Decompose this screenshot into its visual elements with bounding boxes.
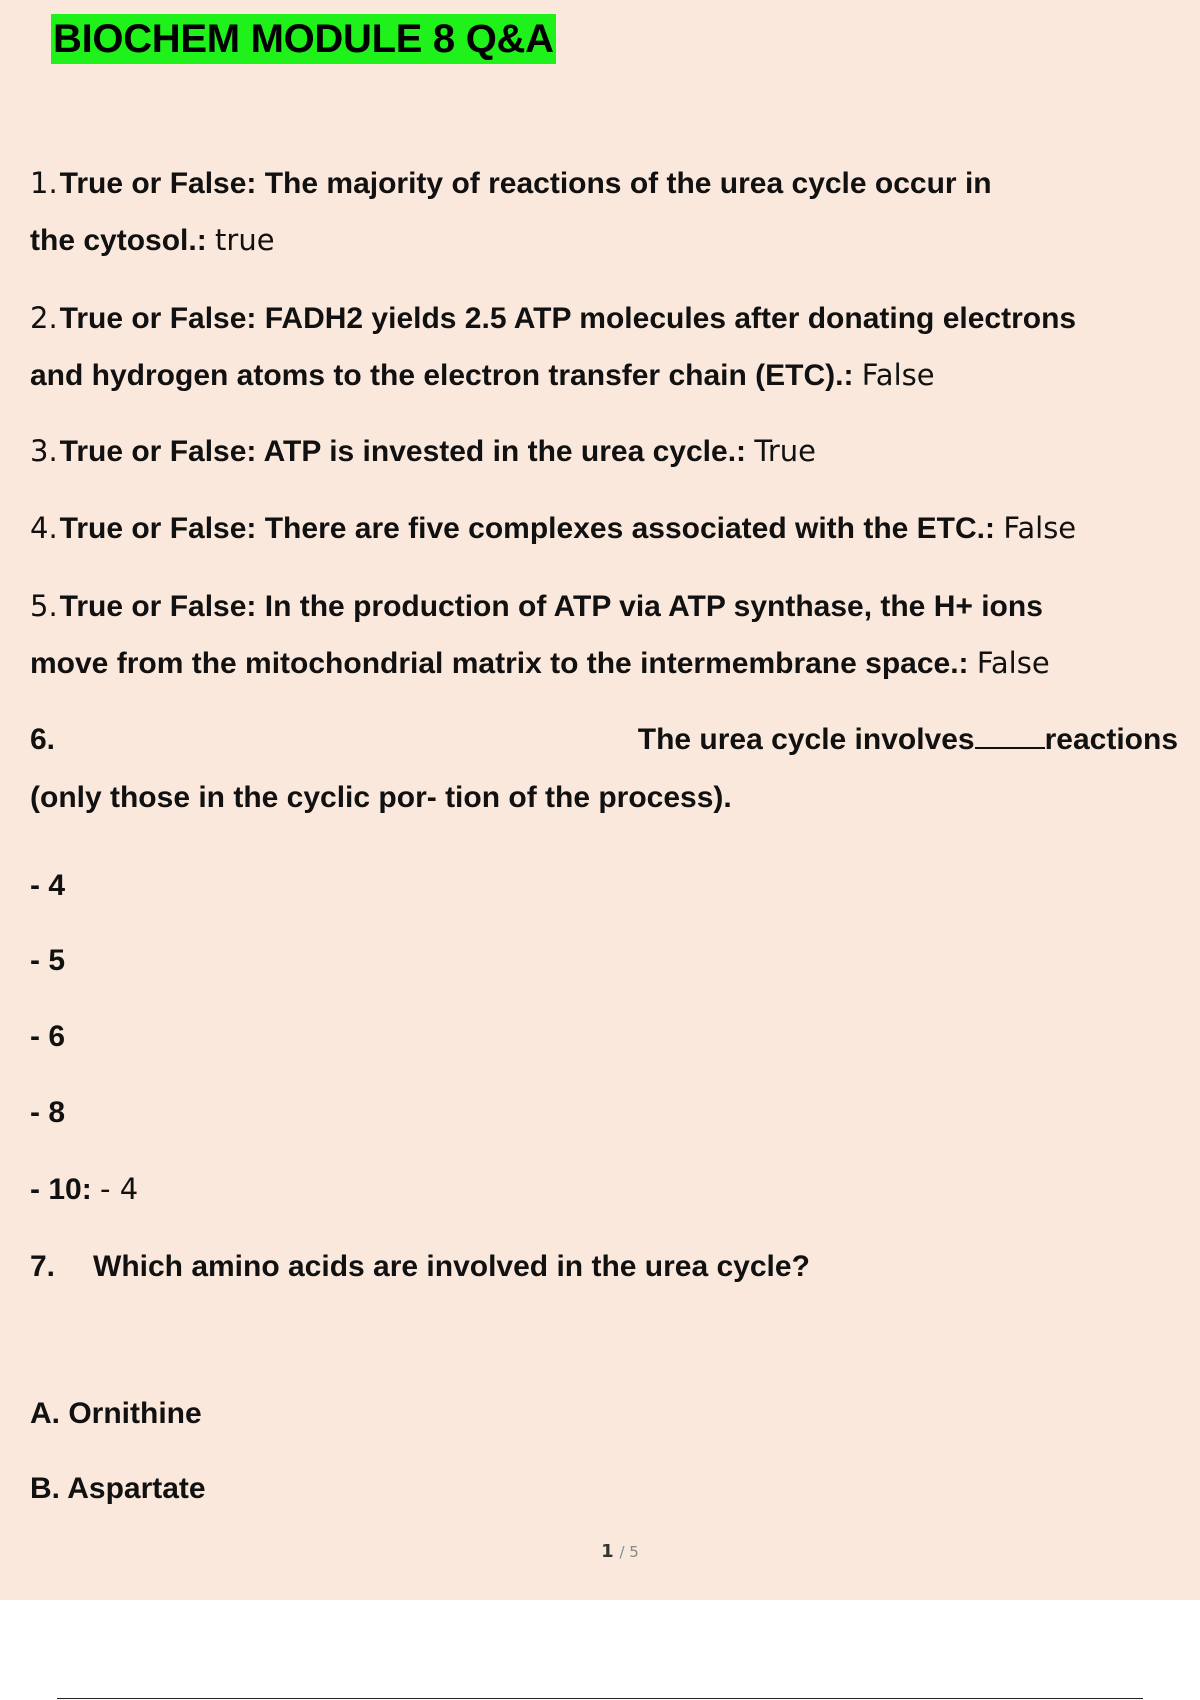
- question-6-option-4: - 8: [30, 1096, 66, 1129]
- question-6-option-3: - 6: [30, 1020, 66, 1053]
- question-4-answer: False: [1003, 511, 1077, 545]
- question-6-option-1: - 4: [30, 869, 66, 902]
- question-2-number: 2.: [30, 301, 58, 335]
- question-5-text-2: move from the mitochondrial matrix to the intermembrane space.:: [30, 647, 969, 680]
- question-4: [30, 500, 1076, 557]
- question-1: [30, 155, 992, 269]
- question-1-text-1: True or False: The majority of reactions of the urea cycle occur in: [59, 167, 992, 200]
- question-5-answer: False: [976, 646, 1050, 680]
- question-5-line-2: [30, 635, 1050, 692]
- question-7-text: Which amino acids are involved in the urea cycle?: [93, 1250, 810, 1283]
- question-1-line-2: [30, 212, 992, 269]
- question-5-text-1: True or False: In the production of ATP via ATP synthase, the H+ ions: [59, 590, 1043, 623]
- question-2-text-2: and hydrogen atoms to the electron transfer chain (ETC).:: [30, 359, 854, 392]
- question-6-line-1: [30, 710, 1178, 770]
- question-3-line-1: [30, 423, 816, 480]
- question-6-stem: [638, 710, 1178, 770]
- question-2-answer: False: [861, 358, 935, 392]
- question-5-number: 5.: [30, 589, 58, 623]
- question-3: [30, 423, 816, 480]
- page-number-total: / 5: [619, 1543, 639, 1561]
- page-divider: [57, 1698, 1143, 1699]
- question-1-line-1: [30, 155, 992, 212]
- question-1-text-2: the cytosol.:: [30, 224, 207, 257]
- fill-in-blank: [975, 717, 1045, 749]
- question-6-option-2: - 5: [30, 944, 66, 977]
- question-7-number: 7.: [30, 1250, 56, 1283]
- question-2-line-2: [30, 347, 1076, 404]
- question-1-answer: true: [215, 223, 275, 257]
- question-7: [30, 1247, 810, 1287]
- question-6-number: 6.: [30, 723, 56, 756]
- question-3-answer: True: [754, 434, 816, 468]
- question-6-answer: - 4: [100, 1172, 139, 1206]
- question-1-number: 1.: [30, 166, 58, 200]
- question-6-text-after: reactions: [1044, 723, 1178, 756]
- question-6-line-2: (only those in the cyclic por- tion of the process).: [30, 781, 732, 814]
- document-title: BIOCHEM MODULE 8 Q&A: [51, 14, 556, 64]
- question-4-line-1: [30, 500, 1076, 557]
- question-3-text-1: True or False: ATP is invested in the urea cycle.:: [59, 435, 747, 468]
- page-number-current: 1: [601, 1541, 614, 1562]
- question-6-option-5-label: - 10:: [30, 1173, 92, 1206]
- question-3-number: 3.: [30, 434, 58, 468]
- question-6-text-before: The urea cycle involves: [637, 723, 975, 756]
- question-2-text-1: True or False: FADH2 yields 2.5 ATP molecules after donating electrons: [59, 302, 1077, 335]
- question-5-line-1: [30, 578, 1050, 635]
- question-4-text-1: True or False: There are five complexes associated with the ETC.:: [59, 512, 995, 545]
- question-7-option-b: B. Aspartate: [30, 1472, 206, 1505]
- question-7-option-a: A. Ornithine: [30, 1397, 202, 1430]
- question-6-option-5: [30, 1169, 138, 1210]
- question-4-number: 4.: [30, 511, 58, 545]
- page-number: [0, 1541, 1200, 1562]
- question-2-line-1: [30, 290, 1076, 347]
- question-2: [30, 290, 1076, 404]
- question-5: [30, 578, 1050, 692]
